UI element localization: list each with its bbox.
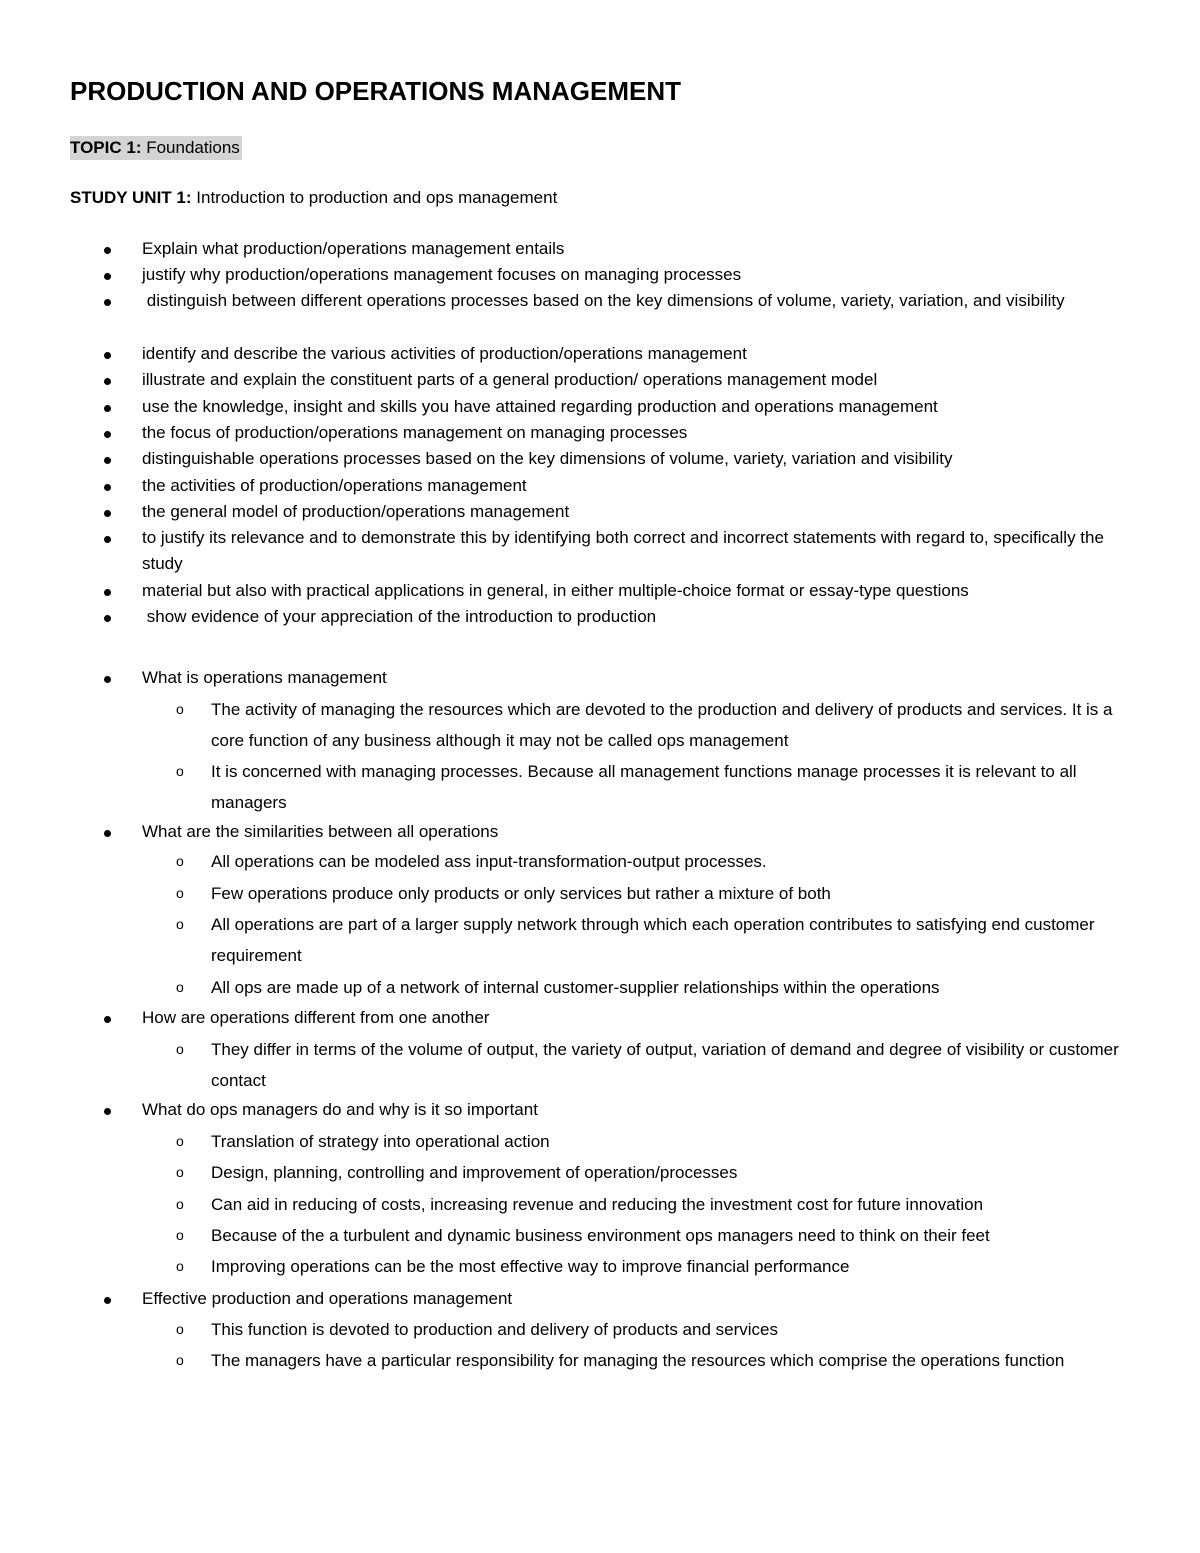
topic-heading (70, 136, 242, 160)
sub-bullet-icon: o (176, 853, 184, 869)
bullet-icon (104, 352, 111, 359)
bullet-icon (104, 247, 111, 254)
bullet-icon (104, 676, 111, 683)
bullet-icon (104, 405, 111, 412)
sub-bullet-icon: o (176, 916, 184, 932)
bullet-icon (104, 536, 111, 543)
bullet-icon (104, 299, 111, 306)
document-title: PRODUCTION AND OPERATIONS MANAGEMENT (70, 76, 681, 106)
bullet-icon (104, 431, 111, 438)
study-unit-label: STUDY UNIT 1: (70, 188, 192, 207)
sub-bullet-icon: o (176, 701, 184, 717)
sub-bullet-icon: o (176, 1133, 184, 1149)
bullet-icon (104, 589, 111, 596)
document-page: PRODUCTION AND OPERATIONS MANAGEMENT TOPIC 1: Foundations STUDY UNIT 1: Introduction to production and ops management Explain what production/operations management entails justify why production/operations management focuses on managing processes distinguish between different operations processes based on the key dimensions of volume, variety, variation, and visibility identify and describe the various activities of production/operations management illustrate and explain the constituent parts of a general production/ operations management model use the knowledge, insight and skills you have attained regarding production and operations management the focus of production/operations management on managing processes distinguishable operations processes based on the key dimensions of volume, variety, variation and visibility the activities of production/operations management the general model of production/operations management to justify its relevance and to demonstrate this by identifying both correct and incorrect statements with regard to, specifically the study material but also with practical applications in general, in either multiple-choice format or essay-type questions show evidence of your appreciation of the introduction to production What is operations management o The activity of managing the resources which are devoted to the production and delivery of products and services. It is a core function of any business although it may not be called ops management o It is concerned with managing processes. Because all management functions manage processes it is relevant to all managers What are the similarities between all operations o All operations can be modeled ass input-transformation-output processes. o Few operations produce only products or only services but rather a mixture of both o All operations are part of a larger supply network through which each operation contributes to satisfying end customer requirement o All ops are made up of a network of internal customer-supplier relationships within the operations How are operations different from one another o They differ in terms of the volume of output, the variety of output, variation of demand and degree of visibility or customer contact What do ops managers do and why is it so important o Translation of strategy into operational action o Design, planning, controlling and improvement of operation/processes o Can aid in reducing of costs, increasing revenue and reducing the investment cost for future innovation o Because of the a turbulent and dynamic business environment ops managers need to think on their feet o Improving operations can be the most effective way to improve financial performance Effective production and operations management o This function is devoted to production and delivery of products and services o The managers have a particular responsibility for managing the resources which comprise the operations function (0, 0, 1200, 1553)
sub-bullet-icon: o (176, 1352, 184, 1368)
study-unit-value: Introduction to production and ops management (196, 188, 558, 207)
sub-bullet-icon: o (176, 885, 184, 901)
sub-bullet-icon: o (176, 1227, 184, 1243)
bullet-icon (104, 1016, 111, 1023)
sub-bullet-icon: o (176, 763, 184, 779)
bullet-icon (104, 615, 111, 622)
sub-bullet-icon: o (176, 1041, 184, 1057)
bullet-icon (104, 484, 111, 491)
bullet-icon (104, 510, 111, 517)
bullet-icon (104, 1108, 111, 1115)
bullet-icon (104, 273, 111, 280)
sub-bullet-icon: o (176, 1164, 184, 1180)
bullet-icon (104, 1297, 111, 1304)
sub-bullet-icon: o (176, 1321, 184, 1337)
topic-value: Foundations (146, 138, 240, 157)
bullet-icon (104, 457, 111, 464)
sub-bullet-icon: o (176, 1258, 184, 1274)
bullet-icon (104, 830, 111, 837)
bullet-icon (104, 378, 111, 385)
sub-bullet-icon: o (176, 979, 184, 995)
study-unit-heading (70, 186, 557, 210)
sub-bullet-icon: o (176, 1196, 184, 1212)
topic-label: TOPIC 1: (70, 138, 142, 157)
